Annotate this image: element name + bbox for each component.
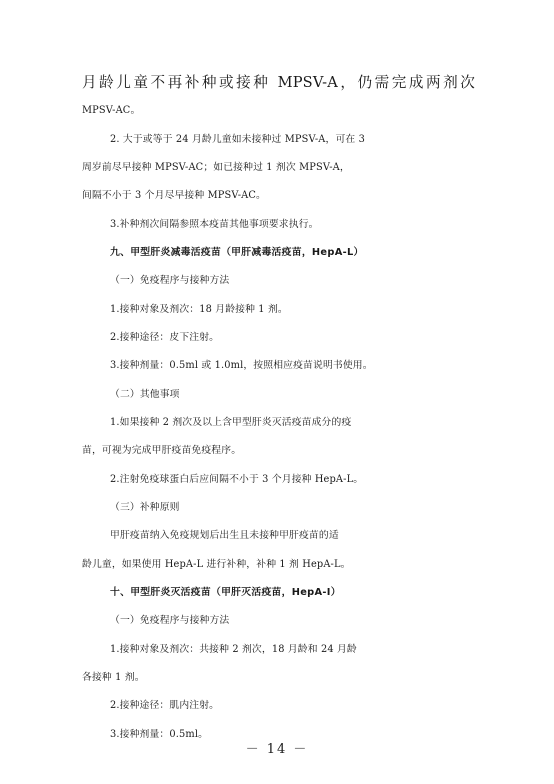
section-heading: 九、甲型肝炎减毒活疫苗（甲肝减毒活疫苗，HepA-L）	[110, 247, 364, 258]
subsection-heading: （二）其他事项	[110, 389, 180, 400]
text-line: 1.接种对象及剂次：共接种 2 剂次，18 月龄和 24 月龄	[110, 644, 357, 655]
text-line: 2.接种途径：肌内注射。	[110, 700, 220, 711]
text-line: 苗，可视为完成甲肝疫苗免疫程序。	[82, 445, 242, 456]
text-line: 间隔不小于 3 个月尽早接种 MPSV-AC。	[82, 190, 266, 201]
text-line: 1.如果接种 2 剂次及以上含甲型肝炎灭活疫苗成分的疫	[110, 417, 352, 428]
text-line: 3.接种剂量：0.5ml 或 1.0ml，按照相应疫苗说明书使用。	[110, 360, 373, 371]
text-line: 各接种 1 剂。	[82, 672, 145, 683]
text-line: 3.补种剂次间隔参照本疫苗其他事项要求执行。	[110, 219, 319, 230]
text-line: 龄儿童，如果使用 HepA-L 进行补种，补种 1 剂 HepA-L。	[82, 559, 351, 570]
text-line: 2.注射免疫球蛋白后应间隔不小于 3 个月接种 HepA-L。	[110, 474, 364, 485]
subsection-heading: （一）免疫程序与接种方法	[110, 275, 230, 286]
subsection-heading: （三）补种原则	[110, 502, 180, 513]
text-line: 1.接种对象及剂次：18 月龄接种 1 剂。	[110, 304, 288, 315]
text-line: 2. 大于或等于 24 月龄儿童如未接种过 MPSV-A，可在 3	[110, 134, 366, 145]
text-line: 2.接种途径：皮下注射。	[110, 332, 220, 343]
text-line: 月龄儿童不再补种或接种 MPSV-A，仍需完成两剂次	[82, 74, 475, 91]
text-line: 甲肝疫苗纳入免疫规划后出生且未接种甲肝疫苗的适	[110, 530, 339, 541]
subsection-heading: （一）免疫程序与接种方法	[110, 615, 230, 626]
page-number: － 14 －	[245, 742, 309, 757]
section-heading: 十、甲型肝炎灭活疫苗（甲肝灭活疫苗，HepA-I）	[110, 587, 341, 598]
text-line: 3.接种剂量：0.5ml。	[110, 729, 209, 740]
text-line: MPSV-AC。	[82, 105, 141, 116]
text-line: 周岁前尽早接种 MPSV-AC；如已接种过 1 剂次 MPSV-A，	[82, 162, 350, 173]
